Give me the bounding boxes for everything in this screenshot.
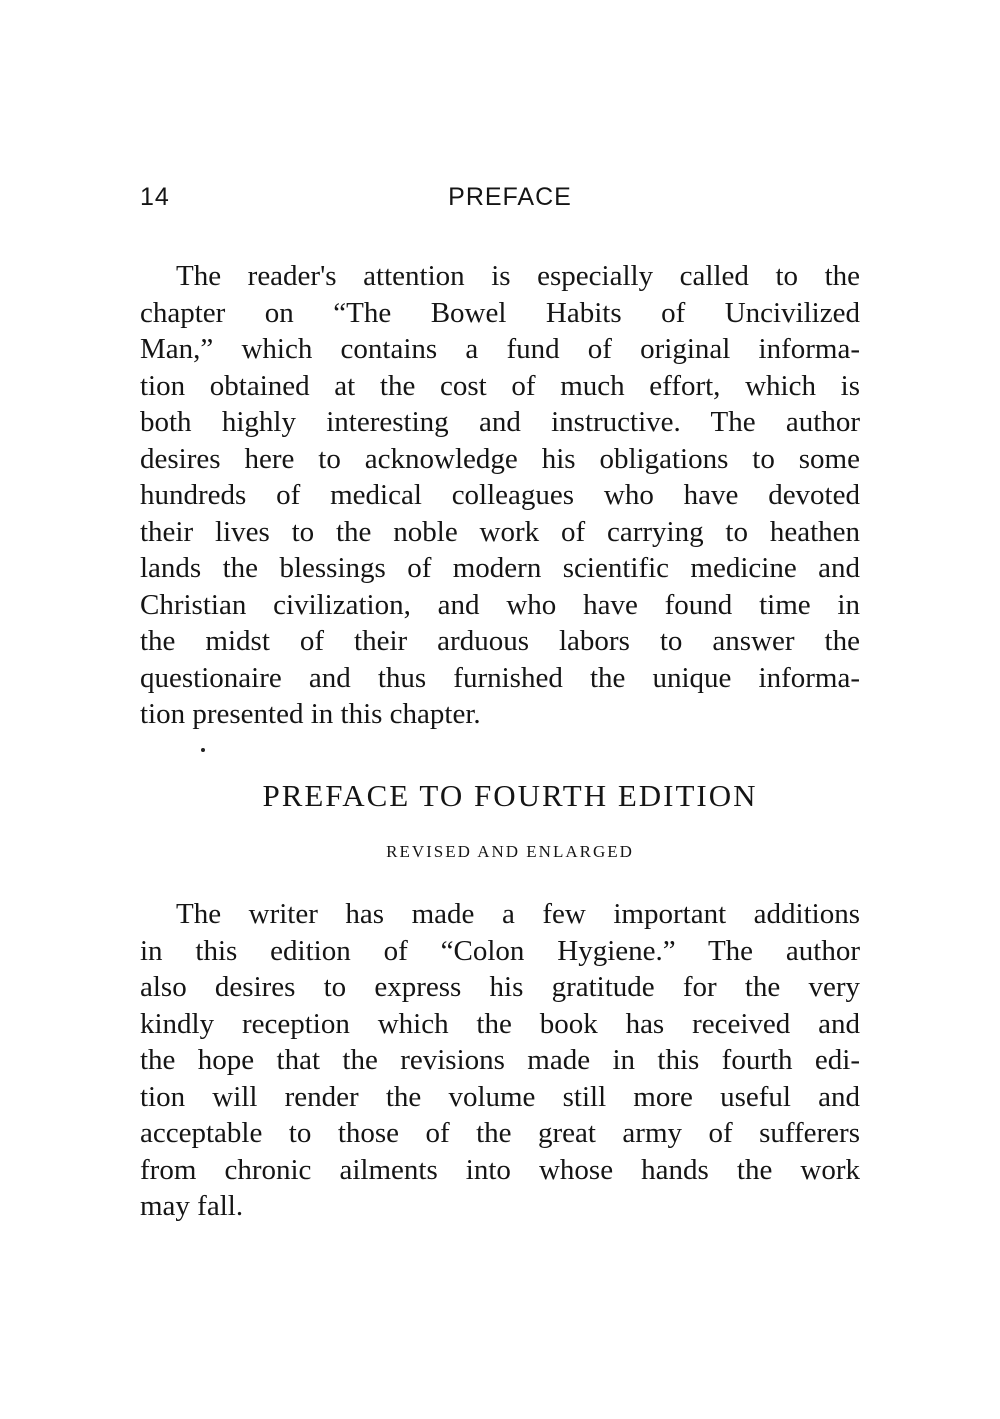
text-line: their lives to the noble work of carrying to heathen: [140, 515, 860, 548]
text-line: Christian civilization, and who have found time in: [140, 588, 860, 621]
text-line: desires here to acknowledge his obligations to some: [140, 442, 860, 475]
text-line: questionaire and thus furnished the unique informa-: [140, 661, 860, 694]
section-heading: PREFACE TO FOURTH EDITION: [262, 778, 758, 813]
text-line: the hope that the revisions made in this fourth edi-: [140, 1044, 860, 1076]
text-line: hundreds of medical colleagues who have devoted: [140, 479, 860, 511]
text-line: may fall.: [140, 1190, 244, 1222]
fourth-edition-paragraph: [140, 896, 860, 1225]
text-line: Man,” which contains a fund of original informa-: [140, 333, 860, 365]
text-line: kindly reception which the book has received and: [140, 1007, 860, 1040]
text-line: tion presented in this chapter.: [140, 698, 481, 730]
section-subheading: REVISED AND ENLARGED: [386, 842, 634, 861]
text-line: from chronic ailments into whose hands the work: [140, 1153, 860, 1186]
running-head: [140, 183, 860, 217]
text-line: The writer has made a few important additions: [176, 898, 860, 930]
preface-paragraph: [140, 258, 860, 733]
text-line: acceptable to those of the great army of sufferers: [140, 1117, 860, 1149]
print-speck: [201, 748, 205, 752]
text-line: lands the blessings of modern scientific medicine and: [140, 552, 860, 584]
text-line: tion will render the volume still more useful and: [140, 1080, 860, 1113]
text-line: both highly interesting and instructive. The author: [140, 406, 860, 438]
text-line: also desires to express his gratitude for the very: [140, 971, 860, 1003]
page-number: 14: [140, 183, 170, 211]
text-line: the midst of their arduous labors to answer the: [140, 625, 860, 657]
text-line: tion obtained at the cost of much effort, which is: [140, 369, 860, 402]
running-title: PREFACE: [448, 183, 572, 211]
text-line: The reader's attention is especially called to the: [176, 260, 860, 292]
text-line: in this edition of “Colon Hygiene.” The author: [140, 934, 860, 967]
text-line: chapter on “The Bowel Habits of Uncivilized: [140, 296, 860, 329]
